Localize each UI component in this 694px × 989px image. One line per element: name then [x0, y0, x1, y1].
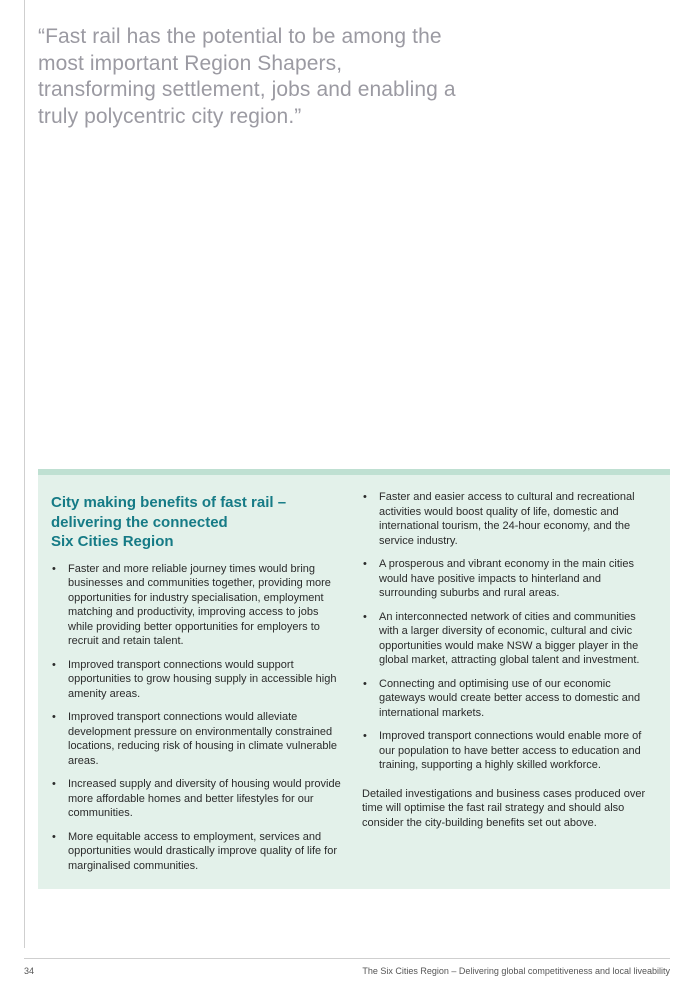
- bullet-item: [51, 830, 343, 874]
- panel-title-line: delivering the connected: [51, 513, 228, 531]
- bullet-text: Connecting and optimising use of our economic gateways would create better access to domestic and international markets.: [379, 677, 641, 719]
- bullet-dot: •: [363, 677, 367, 690]
- panel-title-line: City making benefits of fast rail –: [51, 494, 287, 511]
- page-number: 34: [24, 966, 35, 976]
- bullet-dot: •: [52, 711, 56, 723]
- bullet-dot: •: [363, 730, 367, 742]
- running-title: The Six Cities Region – Delivering global competitiveness and local liveability: [362, 966, 670, 976]
- footer-rule: [24, 958, 670, 959]
- bullet-text: Faster and more reliable journey times would bring businesses and communities together, providing more opportunities for industry specialisation, employment matching and productivity, improving access to jobs while providing better opportunities for employers to recruit and retain talent.: [68, 562, 331, 647]
- bullet-item: [51, 658, 343, 702]
- bullet-item: [362, 677, 658, 721]
- bullet-dot: •: [52, 830, 56, 843]
- bullet-dot: •: [52, 562, 56, 575]
- right-bullet-list: [362, 490, 658, 773]
- benefits-panel: [38, 469, 670, 889]
- bullet-text: More equitable access to employment, services and opportunities would drastically improve quality of life for marginalised communities.: [68, 830, 338, 872]
- closing-paragraph: Detailed investigations and business cases produced over time will optimise the fast rail strategy and should also consider the city-building benefits set out above.: [362, 787, 646, 829]
- bullet-item: [362, 729, 658, 773]
- bullet-text: Improved transport connections would enable more of our population to have better access to education and training, supporting a highly skilled workforce.: [379, 730, 642, 771]
- bullet-text: Faster and easier access to cultural and recreational activities would boost quality of life, domestic and international tourism, the 24-hour economy, and the service industry.: [379, 491, 635, 547]
- bullet-text: A prosperous and vibrant economy in the main cities would have positive impacts to hinterland and surrounding suburbs and rural areas.: [379, 558, 634, 599]
- margin-rule: [24, 0, 25, 948]
- bullet-item: [362, 557, 658, 601]
- bullet-item: [51, 562, 343, 649]
- bullet-dot: •: [363, 558, 367, 570]
- bullet-item: [362, 610, 658, 668]
- bullet-dot: •: [52, 778, 56, 790]
- bullet-dot: •: [52, 658, 56, 671]
- bullet-dot: •: [363, 491, 367, 503]
- bullet-text: Increased supply and diversity of housing would provide more affordable homes and better lifestyles for our communities.: [68, 778, 341, 819]
- bullet-item: [51, 710, 343, 768]
- left-bullet-list: [51, 562, 343, 874]
- pull-quote: “Fast rail has the potential to be among the most important Region Shapers, transforming settlement, jobs and enabling a truly polycentric city region.”: [38, 25, 456, 128]
- bullet-text: Improved transport connections would support opportunities to grow housing supply in accessible high amenity areas.: [68, 658, 337, 700]
- panel-title: [51, 493, 343, 552]
- benefits-left-column: [51, 475, 343, 882]
- bullet-item: [362, 490, 658, 548]
- bullet-text: Improved transport connections would alleviate development pressure on environmentally constrained locations, reducing risk of housing in climate vulnerable areas.: [68, 711, 338, 767]
- panel-title-line: Six Cities Region: [51, 533, 174, 550]
- bullet-dot: •: [363, 610, 367, 623]
- bullet-item: [51, 777, 343, 821]
- benefits-right-column: [362, 475, 658, 830]
- bullet-text: An interconnected network of cities and communities with a larger diversity of economic, cultural and civic opportunities would make NSW a bigger player in the global market, attracting global talent and investment.: [379, 610, 640, 666]
